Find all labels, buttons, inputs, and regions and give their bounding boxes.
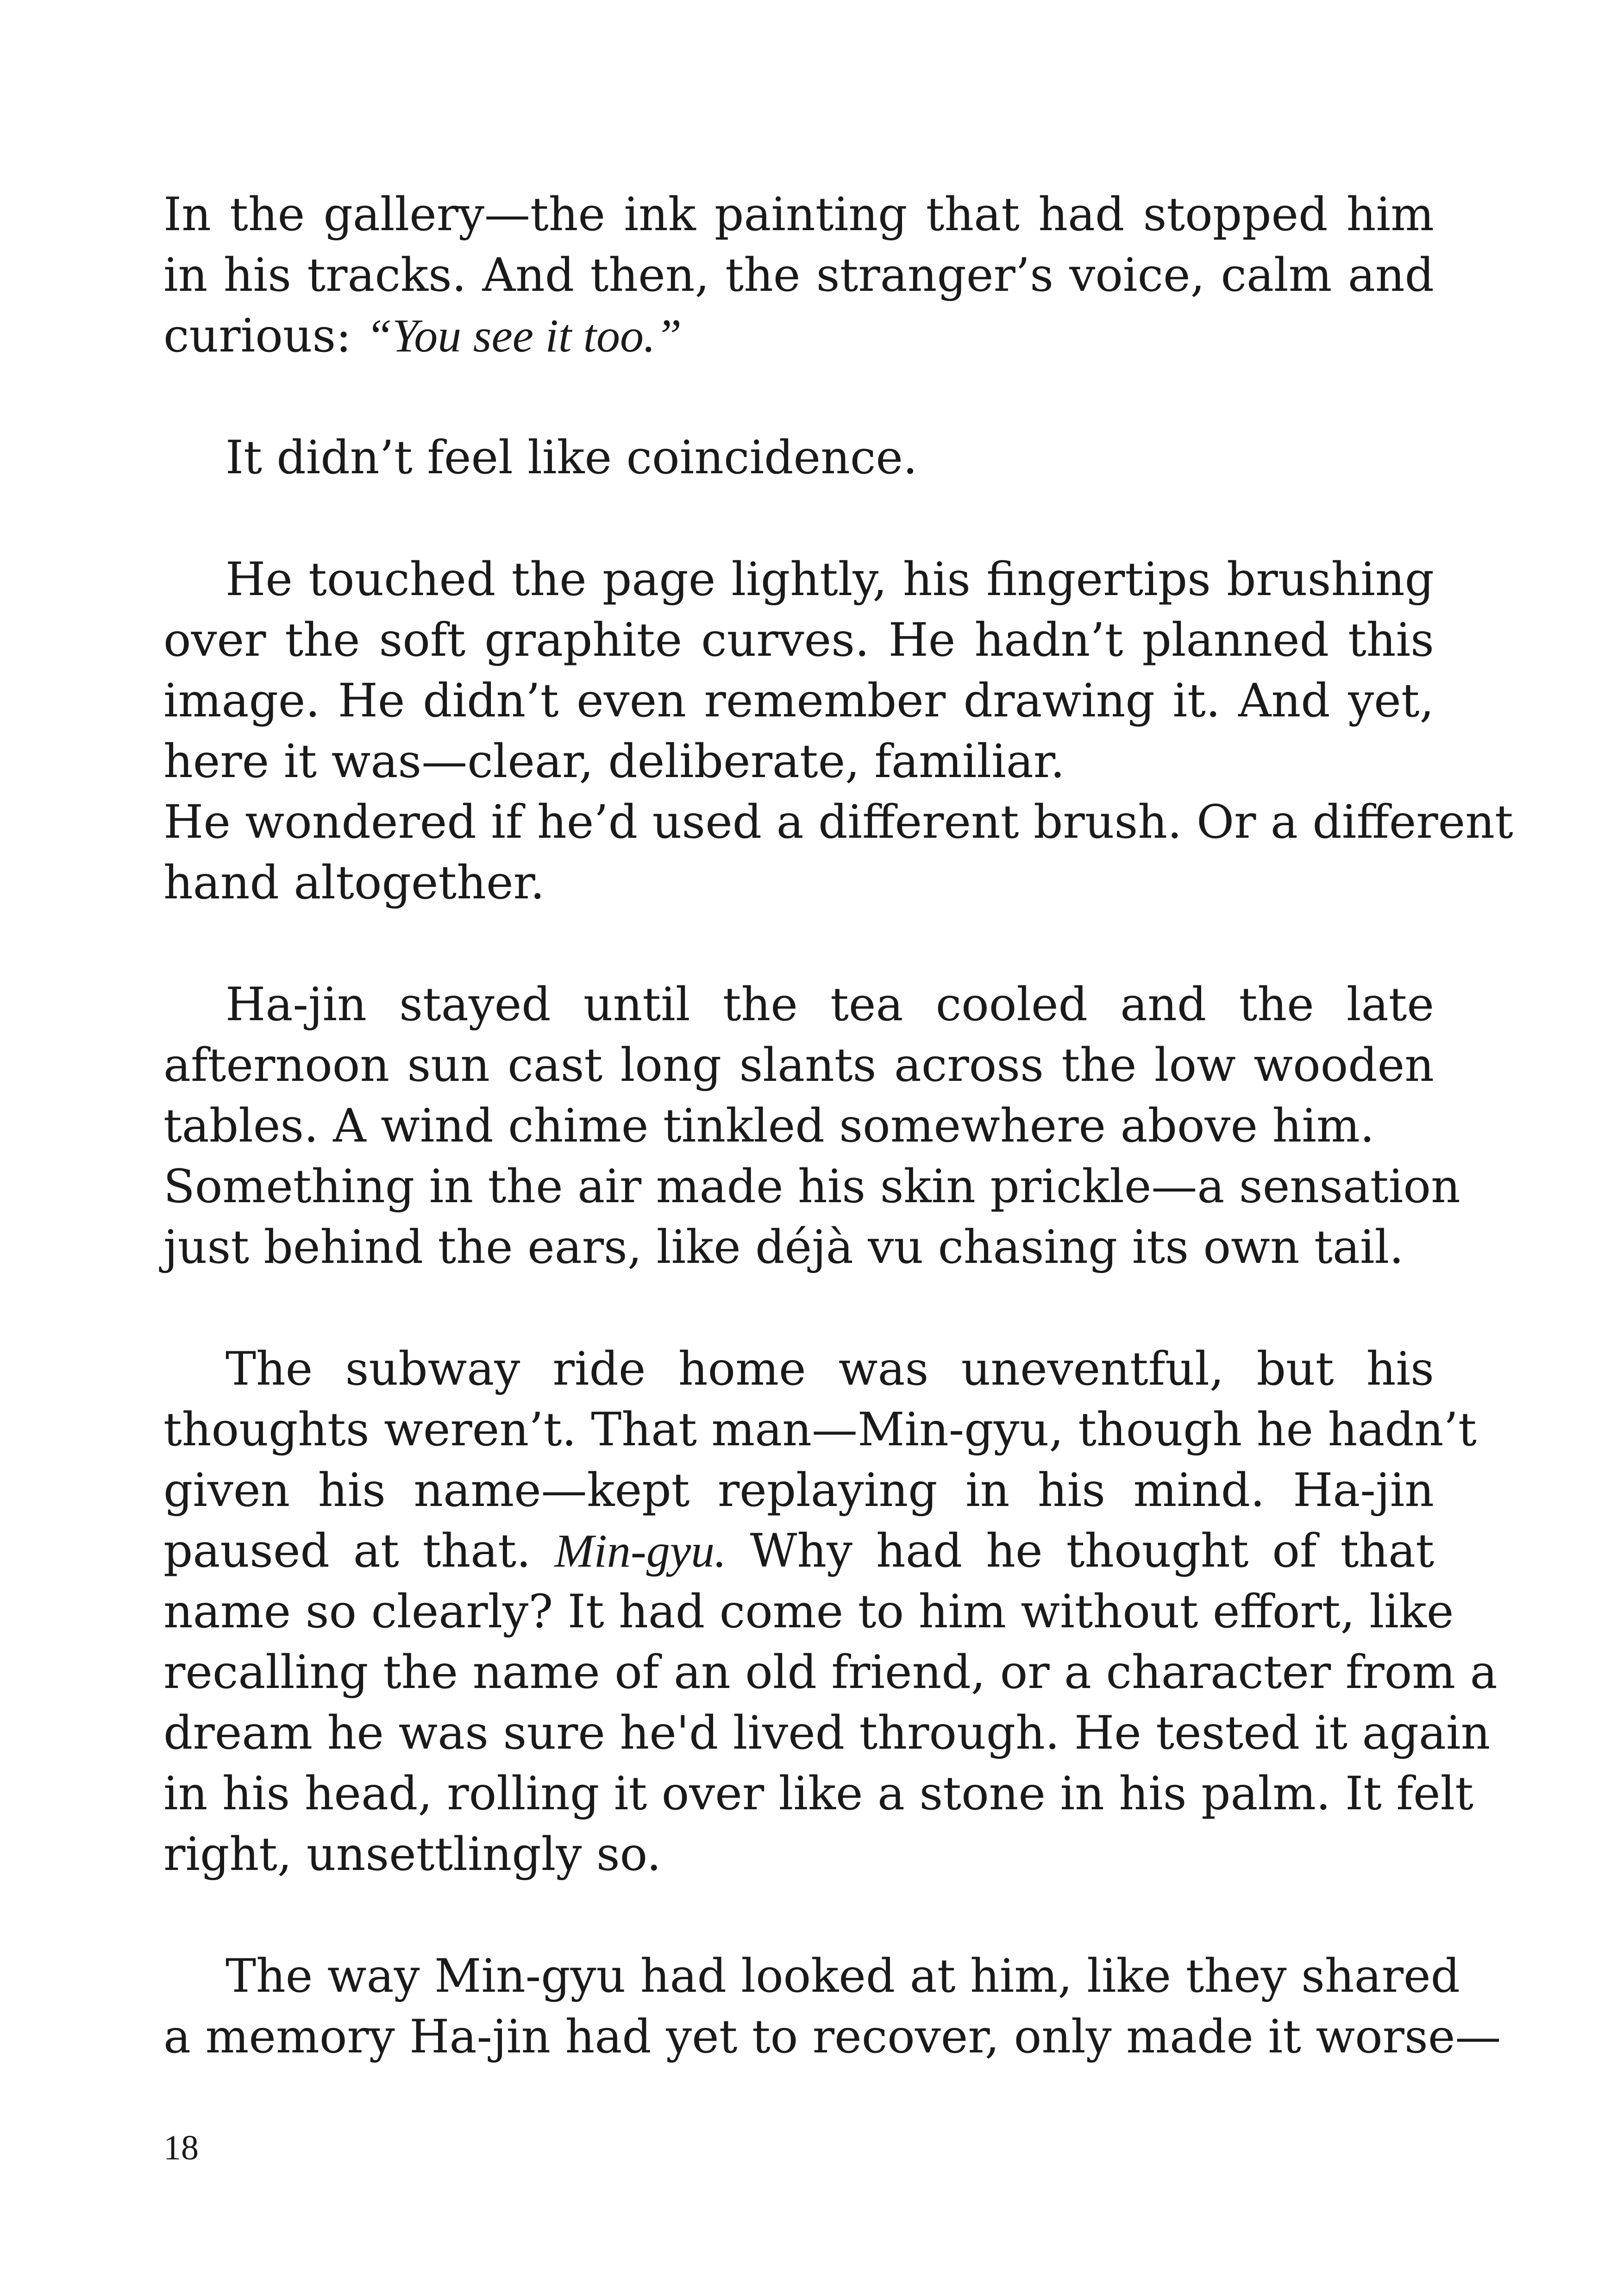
body-text-line: The way Min-gyu had looked at him, like they shared (226, 1950, 1460, 2003)
body-text-span: paused at that. (163, 1524, 555, 1578)
body-text-line: The subway ride home was uneventful, but his (226, 1342, 1434, 1396)
body-text-line (163, 1521, 1434, 1581)
body-text-line: tables. A wind chime tinkled somewhere above him. (163, 1099, 1375, 1153)
body-text-line: just behind the ears, like déjà vu chasing its own tail. (163, 1221, 1404, 1274)
body-text-line: here it was—clear, deliberate, familiar. (163, 735, 1065, 788)
body-text-line: in his head, rolling it over like a stone in his palm. It felt (163, 1767, 1473, 1820)
body-text-line: He touched the page lightly, his fingertips brushing (226, 553, 1434, 606)
body-text-line: thoughts weren’t. That man—Min-gyu, though he hadn’t (163, 1403, 1477, 1456)
body-text-line: recalling the name of an old friend, or a character from a (163, 1646, 1498, 1699)
body-text-line (163, 306, 1434, 366)
body-text-line: name so clearly? It had come to him without effort, like (163, 1585, 1454, 1638)
body-text-line: in his tracks. And then, the stranger’s voice, calm and (163, 249, 1434, 302)
italic-quote: “You see it too.” (366, 310, 682, 362)
body-text-line: right, unsettlingly so. (163, 1828, 661, 1881)
body-text-line: a memory Ha-jin had yet to recover, only made it worse— (163, 2010, 1501, 2064)
page-number: 18 (163, 2128, 199, 2167)
body-text-line: In the gallery—the ink painting that had stopped him (163, 188, 1434, 241)
body-text-span: curious: (163, 309, 366, 363)
body-text-line: image. He didn’t even remember drawing it. And yet, (163, 674, 1434, 728)
body-text-line: He wondered if he’d used a different brush. Or a different (163, 796, 1513, 849)
body-text-span: Why had he thought of that (726, 1524, 1434, 1578)
body-text-line: hand altogether. (163, 856, 545, 910)
body-text-line: It didn’t feel like coincidence. (226, 431, 918, 484)
body-text-line: afternoon sun cast long slants across the low wooden (163, 1039, 1434, 1092)
italic-name: Min-gyu. (554, 1525, 727, 1577)
body-text-line: Ha-jin stayed until the tea cooled and the late (226, 978, 1434, 1031)
body-text-line: over the soft graphite curves. He hadn’t planned this (163, 614, 1434, 667)
body-text-line: Something in the air made his skin prickle—a sensation (163, 1160, 1460, 1213)
body-text-line: dream he was sure he'd lived through. He tested it again (163, 1706, 1491, 1760)
body-text-line: given his name—kept replaying in his mind. Ha-jin (163, 1464, 1434, 1517)
